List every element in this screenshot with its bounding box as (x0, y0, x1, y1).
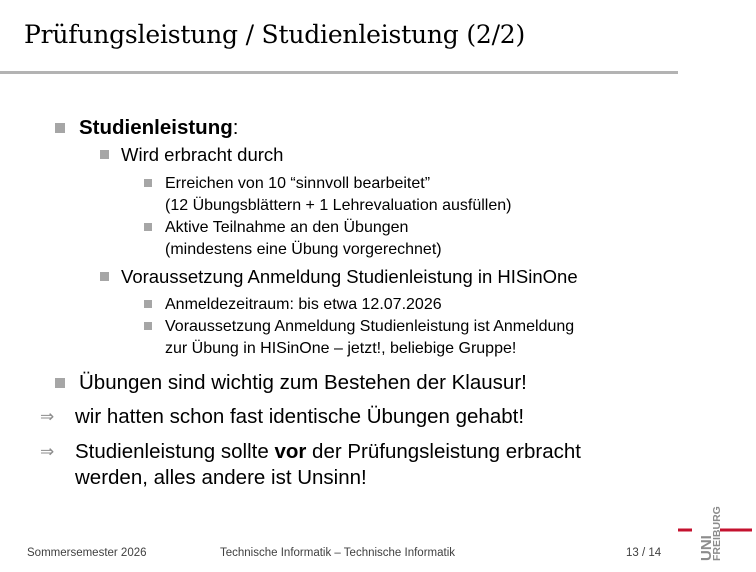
sollte-post: der Prüfungsleistung erbracht (306, 440, 581, 463)
bullet-text: Übungen sind wichtig zum Bestehen der Klausur! (79, 371, 527, 394)
implies-arrow-icon: ⇒ (40, 442, 55, 462)
bullet-uebungen-wichtig (55, 370, 527, 396)
footer-course: Technische Informatik – Technische Informatik (220, 547, 456, 559)
implies-arrow-icon: ⇒ (40, 407, 55, 427)
bullet-wird-erbracht (100, 143, 283, 167)
bullet-square-icon (144, 322, 152, 330)
bullet-square-icon (144, 223, 152, 231)
bullet-studienleistung (55, 115, 238, 141)
arrow-item-studienleistung-sollte (40, 439, 581, 491)
bullet-text (165, 173, 511, 216)
bullet-text (165, 316, 574, 359)
bullet-square-icon (55, 378, 65, 388)
bullet-square-icon (144, 300, 152, 308)
bullet-text: Voraussetzung Anmeldung Studienleistung in HISinOne (121, 266, 578, 287)
bullet-erreichen (144, 173, 511, 216)
university-logo (676, 478, 756, 567)
erreichen-line-1: Erreichen von 10 “sinnvoll bearbeitet” (165, 175, 431, 192)
uni-freiburg-logo-icon (676, 478, 756, 567)
bullet-square-icon (100, 150, 109, 159)
vor-anmeldung-line-1: Voraussetzung Anmeldung Studienleistung ist Anmeldung (165, 318, 575, 335)
sollte-pre: Studienleistung sollte (75, 440, 275, 463)
sollte-line-1 (75, 439, 581, 465)
erreichen-line-2: (12 Übungsblättern + 1 Lehrevaluation ausfüllen) (165, 196, 512, 214)
sollte-line-2: werden, alles andere ist Unsinn! (75, 466, 367, 489)
vor-anmeldung-line-2: zur Übung in HISinOne – jetzt!, beliebige Gruppe! (165, 339, 517, 357)
bullet-voraussetzung-anmeldung (144, 316, 574, 359)
bullet-aktive-teilnahme (144, 217, 442, 260)
bullet-text: Wird erbracht durch (121, 144, 284, 165)
logo-freiburg-text: FREIBURG (711, 506, 723, 561)
bullet-text (79, 115, 238, 141)
slide-title: Prüfungsleistung / Studienleistung (2/2) (24, 20, 526, 49)
footer-semester: Sommersemester 2026 (27, 547, 147, 559)
aktive-line-2: (mindestens eine Übung vorgerechnet) (165, 240, 442, 258)
colon: : (232, 116, 239, 139)
bullet-square-icon (144, 179, 152, 187)
arrow-text (75, 439, 581, 491)
sollte-bold-vor: vor (274, 440, 307, 463)
bullet-square-icon (55, 123, 65, 133)
bullet-text (165, 217, 442, 260)
logo-uni-text: UNI (698, 535, 715, 561)
footer-page-number: 13 / 14 (626, 547, 662, 559)
arrow-item-identische (40, 404, 524, 430)
bullet-voraussetzung (100, 265, 578, 289)
bullet-square-icon (100, 272, 109, 281)
aktive-line-1: Aktive Teilnahme an den Übungen (165, 219, 409, 236)
bullet-text: Anmeldezeitraum: bis etwa 12.07.2026 (165, 296, 442, 313)
studienleistung-label: Studienleistung (79, 116, 233, 139)
bullet-anmeldezeitraum (144, 294, 442, 316)
arrow-text: wir hatten schon fast identische Übungen gehabt! (75, 405, 525, 428)
